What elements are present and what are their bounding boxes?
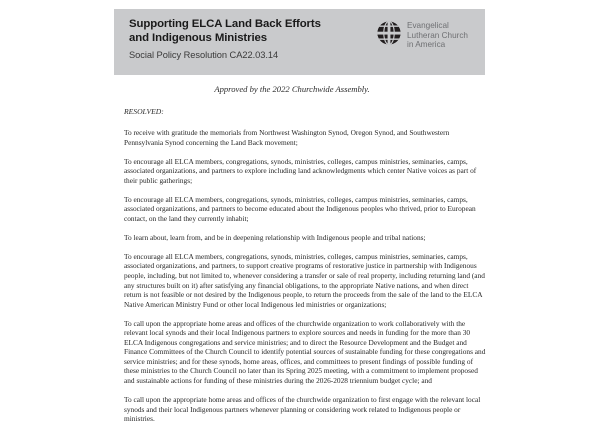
resolution-paragraph: To call upon the appropriate home areas and offices of the churchwide organization to work collaboratively with the relevant local synods and their local Indigenous partners to explore sources and needs in funding for the more than 30 ELCA Indigenous congregations and service ministries; and to direct the Resource Development and the Budget and Finance Committees of the Church Council to identify potential sources of sustainable funding for these congregations and service ministries; and for these synods, home areas, offices, and committees to present findings of possible funding of these ministries to the Church Council no later than its Spring 2025 meeting, with a commitment to implement proposed and sustainable actions for funding of these ministries during the 2026-2028 triennium budget cycle; and (124, 318, 486, 385)
document-header-band (114, 9, 485, 75)
resolution-paragraph: To encourage all ELCA members, congregations, synods, ministries, colleges, campus ministries, seminaries, camps, associated organizations, and partners to explore including land acknowledgments which center Native voices as part of their public gatherings; (124, 156, 477, 185)
document-title-line-2: and Indigenous Ministries (129, 31, 267, 44)
elca-globe-cross-logo-icon (376, 20, 402, 46)
header-inner (114, 9, 485, 75)
resolution-paragraph: To call upon the appropriate home areas and offices of the churchwide organization to first engage with the relevant local synods and their local Indigenous partners whenever planning or considering work related to Indigenous people or ministries. (124, 395, 481, 424)
elca-logo-block (376, 20, 468, 50)
elca-wordmark-line-2: Lutheran Church (407, 30, 468, 40)
resolution-paragraph: To receive with gratitude the memorials from Northwest Washington Synod, Oregon Synod, and Southwestern Pennsylvania Synod concerning the Land Back movement; (124, 128, 450, 147)
elca-wordmark (407, 20, 468, 50)
resolved-label: RESOLVED: (124, 107, 164, 116)
resolution-paragraph: To encourage all ELCA members, congregations, synods, ministries, colleges, campus ministries, seminaries, camps, associated organizations, and partners to become educated about the Indigenous peoples who thrived, prior to European contact, on the land they currently inhabit; (124, 194, 476, 223)
header-title-group (129, 18, 379, 61)
document-title-line-1: Supporting ELCA Land Back Efforts (129, 18, 321, 30)
document-subtitle: Social Policy Resolution CA22.03.14 (129, 50, 279, 61)
approval-line: Approved by the 2022 Churchwide Assembly. (214, 84, 370, 94)
elca-wordmark-line-1: Evangelical (407, 21, 449, 30)
document-body (124, 84, 486, 424)
resolution-paragraph: To learn about, learn from, and be in deepening relationship with Indigenous people and tribal nations; (124, 232, 426, 242)
elca-wordmark-line-3: in America (407, 40, 446, 50)
resolution-paragraph: To encourage all ELCA members, congregations, synods, ministries, colleges, campus ministries, seminaries, camps, associated organizations, and partners, to support creative programs of restorative justice in partnership with Indigenous people, including, but not limited to, whenever considering a transfer or sale of real property, including returning land (and any structures built on it) after satisfying any financial obligations, to the appropriate Native nations, and when direct return is not feasible or not desired by the Indigenous people, to return the proceeds from the sale of the land to the ELCA Native American Ministry Fund or other local Indigenous led ministries or organizations; (124, 251, 485, 309)
resolution-paragraph-list (124, 128, 486, 424)
